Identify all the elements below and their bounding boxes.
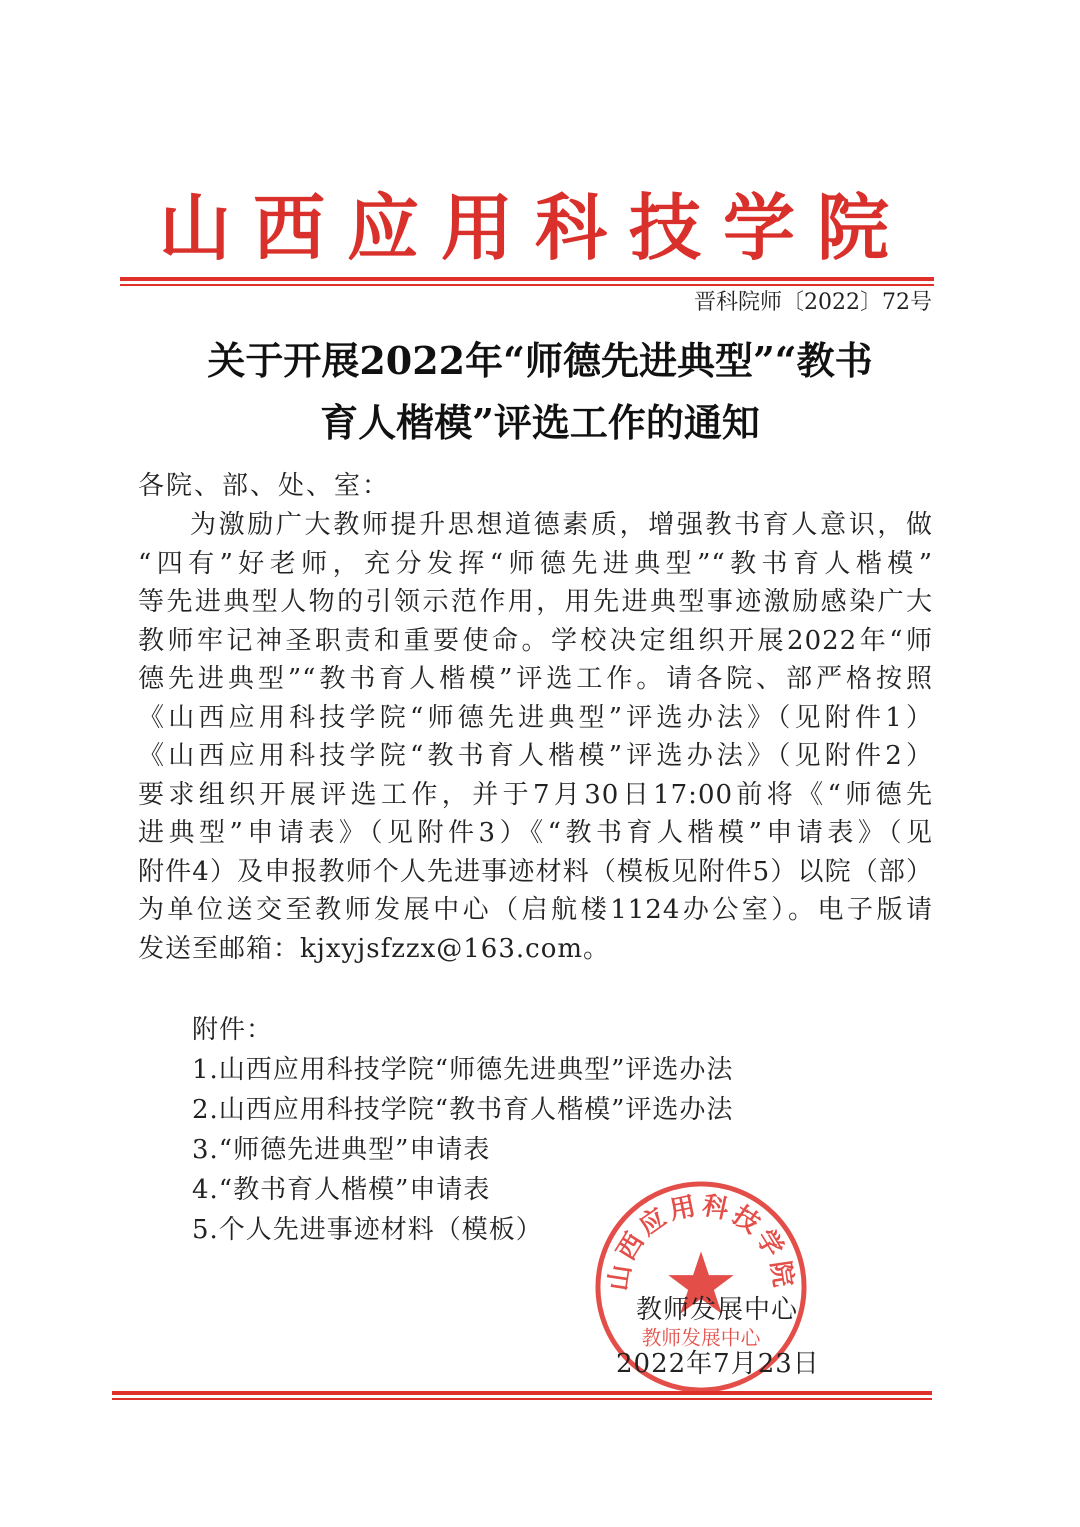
masthead-rule-thin: [120, 284, 934, 286]
body-line: 为激励广大教师提升思想道德素质，增强教书育人意识，做: [190, 510, 933, 540]
body-line: 要求组织开展评选工作，并于7月30日17:00前将《“师德先: [138, 779, 933, 810]
title-line-2: 育人楷模”评选工作的通知: [320, 400, 760, 445]
body-line: 《山西应用科技学院“师德先进典型”评选办法》（见附件1）: [138, 702, 933, 733]
body-line: 附件4）及申报教师个人先进事迹材料（模板见附件5）以院（部）: [138, 856, 933, 887]
attachment-item: 2.山西应用科技学院“教书育人楷模”评选办法: [192, 1095, 734, 1125]
masthead-rule: [120, 277, 934, 281]
footer-rule-thin: [112, 1398, 932, 1400]
document-title: [140, 330, 940, 454]
body-line: 发送至邮箱：kjxyjsfzzx@163.com。: [138, 933, 611, 964]
body-line: 德先进典型”“教书育人楷模”评选工作。请各院、部严格按照: [138, 664, 933, 694]
issue-date: 2022年7月23日: [616, 1349, 820, 1379]
attachment-item: 4.“教书育人楷模”申请表: [192, 1175, 491, 1205]
attachment-item: 1.山西应用科技学院“师德先进典型”评选办法: [192, 1055, 734, 1085]
body-line: 等先进典型人物的引领示范作用，用先进典型事迹激励感染广大: [138, 587, 933, 617]
salutation: 各院、部、处、室：: [138, 471, 391, 501]
title-line-1: 关于开展2022年“师德先进典型”“教书: [207, 338, 873, 383]
attachment-item: 3.“师德先进典型”申请表: [192, 1135, 491, 1165]
svg-text:山西应用科技学院: 山西应用科技学院: [603, 1190, 799, 1293]
body-line: 进典型”申请表》（见附件3）《“教书育人楷模”申请表》（见: [138, 818, 933, 848]
attachment-item: 5.个人先进事迹材料（模板）: [192, 1215, 543, 1245]
body-line: 《山西应用科技学院“教书育人楷模”评选办法》（见附件2）: [138, 741, 933, 771]
body-line: “四有”好老师，充分发挥“师德先进典型”“教书育人楷模”: [138, 548, 933, 579]
body-paragraph: [138, 506, 933, 968]
issuer-name: 教师发展中心: [636, 1295, 799, 1325]
body-line: 教师牢记神圣职责和重要使命。学校决定组织开展2022年“师: [138, 625, 933, 656]
svg-text:教师发展中心: 教师发展中心: [641, 1326, 761, 1350]
document-number: 晋科院师〔2022〕72号: [694, 290, 932, 315]
body-line: 为单位送交至教师发展中心（启航楼1124办公室）。电子版请: [138, 895, 933, 925]
footer-rule: [112, 1391, 932, 1395]
attachments-heading: 附件：: [192, 1015, 274, 1045]
institution-masthead: 山西应用科技学院: [158, 185, 911, 270]
